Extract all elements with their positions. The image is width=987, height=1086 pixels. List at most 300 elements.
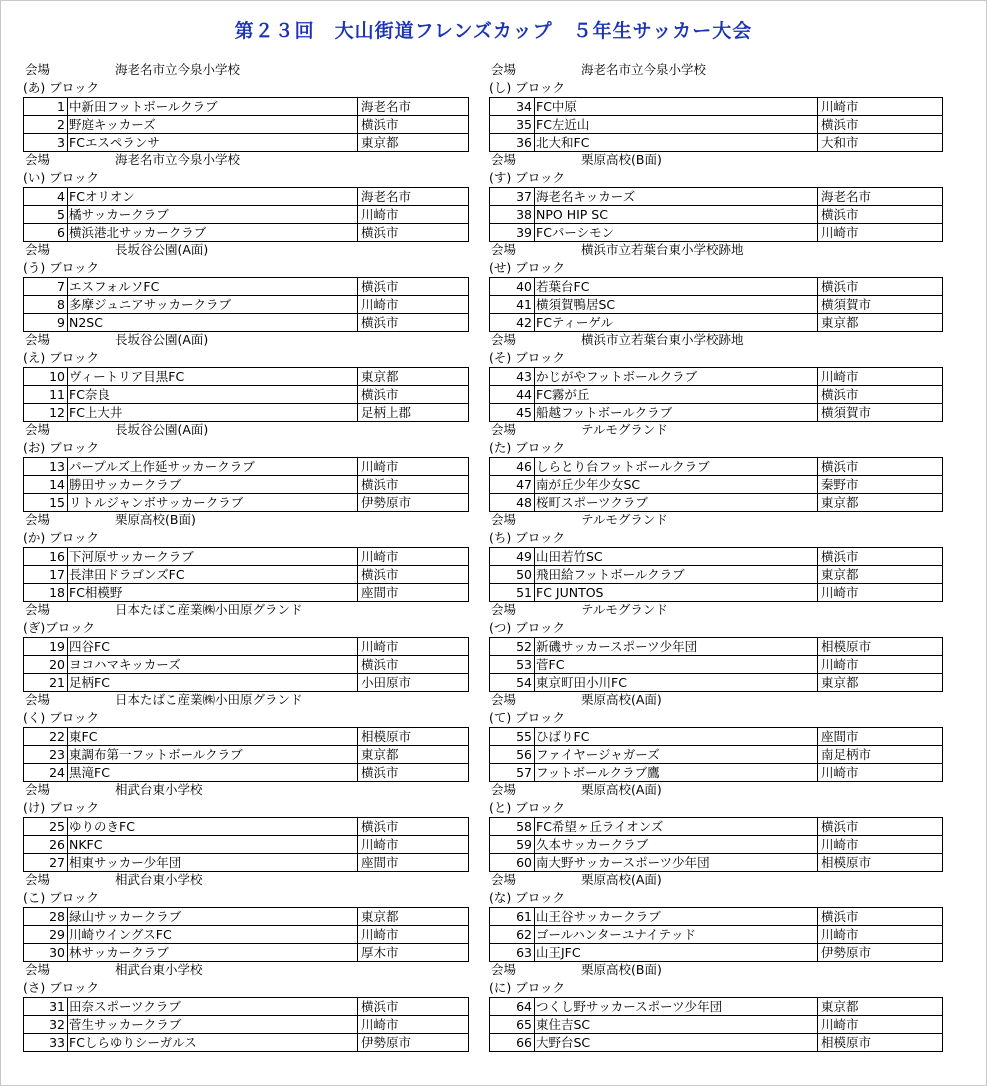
team-city: 川崎市 [818, 224, 943, 242]
team-number: 52 [490, 638, 535, 656]
table-row [24, 476, 469, 494]
block-label: (え) ブロック [23, 350, 99, 365]
venue-line [489, 961, 943, 979]
venue-name: テルモグランド [581, 422, 668, 437]
team-table [489, 187, 943, 242]
team-number: 63 [490, 944, 535, 962]
venue-name: 日本たばこ産業㈱小田原グランド [115, 602, 303, 617]
team-city: 横浜市 [358, 476, 469, 494]
block-label: (と) ブロック [489, 800, 565, 815]
block-group [489, 781, 943, 871]
team-number: 21 [24, 674, 68, 692]
venue-name: 栗原高校(B面) [115, 512, 196, 527]
table-row [24, 764, 469, 782]
block-label: (さ) ブロック [23, 980, 99, 995]
team-city: 東京都 [358, 746, 469, 764]
team-city: 小田原市 [358, 674, 469, 692]
venue-line [23, 151, 469, 169]
table-row [24, 206, 469, 224]
venue-label: 会場 [491, 332, 517, 347]
team-name: FCパーシモン [535, 224, 818, 242]
venue-label: 会場 [25, 242, 51, 257]
table-row [24, 314, 469, 332]
team-name: ファイヤージャガーズ [535, 746, 818, 764]
team-city: 川崎市 [358, 1016, 469, 1034]
table-row [490, 476, 943, 494]
team-number: 12 [24, 404, 68, 422]
table-row [24, 1016, 469, 1034]
venue-label: 会場 [25, 332, 51, 347]
team-name: 東FC [68, 728, 358, 746]
block-group [23, 421, 469, 511]
team-number: 14 [24, 476, 68, 494]
team-number: 62 [490, 926, 535, 944]
block-label: (つ) ブロック [489, 620, 565, 635]
team-name: FCエスペランサ [68, 134, 358, 152]
team-number: 39 [490, 224, 535, 242]
table-row [24, 584, 469, 602]
team-name: 船越フットボールクラブ [535, 404, 818, 422]
team-name: 山王谷サッカークラブ [535, 908, 818, 926]
team-name: 野庭キッカーズ [68, 116, 358, 134]
team-table [489, 907, 943, 962]
venue-line [489, 781, 943, 799]
table-row [490, 548, 943, 566]
team-number: 6 [24, 224, 68, 242]
team-city: 横浜市 [818, 386, 943, 404]
table-row [490, 728, 943, 746]
block-group [23, 511, 469, 601]
team-city: 横浜市 [818, 908, 943, 926]
venue-name: 栗原高校(B面) [581, 152, 662, 167]
team-name: 山田若竹SC [535, 548, 818, 566]
team-table [489, 457, 943, 512]
team-name: 久本サッカークラブ [535, 836, 818, 854]
venue-name: 横浜市立若葉台東小学校跡地 [581, 242, 744, 257]
block-label: (て) ブロック [489, 710, 565, 725]
block-label: (こ) ブロック [23, 890, 99, 905]
team-city: 相模原市 [358, 728, 469, 746]
team-number: 7 [24, 278, 68, 296]
block-label: (せ) ブロック [489, 260, 565, 275]
table-row [24, 368, 469, 386]
left-column [23, 61, 469, 1051]
team-number: 46 [490, 458, 535, 476]
team-name: 下河原サッカークラブ [68, 548, 358, 566]
team-number: 36 [490, 134, 535, 152]
team-name: ゆりのきFC [68, 818, 358, 836]
team-city: 川崎市 [358, 926, 469, 944]
venue-line [489, 421, 943, 439]
table-row [24, 656, 469, 674]
team-name: 足柄FC [68, 674, 358, 692]
team-number: 22 [24, 728, 68, 746]
table-row [490, 584, 943, 602]
team-city: 川崎市 [818, 656, 943, 674]
team-city: 東京都 [358, 368, 469, 386]
block-group [489, 961, 943, 1051]
team-number: 10 [24, 368, 68, 386]
venue-line [23, 781, 469, 799]
table-row [24, 728, 469, 746]
table-row [24, 746, 469, 764]
team-name: 横須賀鴨居SC [535, 296, 818, 314]
team-name: 多摩ジュニアサッカークラブ [68, 296, 358, 314]
venue-name: 栗原高校(A面) [581, 782, 662, 797]
team-name: 緑山サッカークラブ [68, 908, 358, 926]
table-row [490, 818, 943, 836]
team-city: 川崎市 [818, 764, 943, 782]
table-row [490, 638, 943, 656]
venue-name: 栗原高校(A面) [581, 692, 662, 707]
block-group [489, 241, 943, 331]
team-number: 66 [490, 1034, 535, 1052]
team-city: 座間市 [818, 728, 943, 746]
team-city: 横須賀市 [818, 296, 943, 314]
table-row [24, 566, 469, 584]
team-number: 29 [24, 926, 68, 944]
table-row [490, 998, 943, 1016]
venue-name: 栗原高校(B面) [581, 962, 662, 977]
team-city: 川崎市 [818, 836, 943, 854]
team-name: 北大和FC [535, 134, 818, 152]
table-row [24, 1034, 469, 1052]
venue-line [489, 151, 943, 169]
team-name: 桜町スポーツクラブ [535, 494, 818, 512]
team-city: 横浜市 [358, 656, 469, 674]
table-row [490, 206, 943, 224]
team-city: 川崎市 [358, 206, 469, 224]
table-row [24, 998, 469, 1016]
block-group [23, 331, 469, 421]
table-row [490, 134, 943, 152]
table-row [24, 836, 469, 854]
team-number: 64 [490, 998, 535, 1016]
venue-line [23, 61, 469, 79]
venue-name: 長坂谷公園(A面) [115, 242, 209, 257]
team-number: 47 [490, 476, 535, 494]
venue-name: 長坂谷公園(A面) [115, 422, 209, 437]
team-name: 中新田フットボールクラブ [68, 98, 358, 116]
team-number: 25 [24, 818, 68, 836]
team-city: 横浜市 [818, 548, 943, 566]
team-city: 横浜市 [358, 998, 469, 1016]
team-table [23, 187, 469, 242]
team-city: 東京都 [818, 314, 943, 332]
team-city: 相模原市 [818, 854, 943, 872]
team-name: FCティーゲル [535, 314, 818, 332]
team-number: 24 [24, 764, 68, 782]
venue-line [489, 331, 943, 349]
team-number: 35 [490, 116, 535, 134]
block-group [489, 151, 943, 241]
team-name: ひばりFC [535, 728, 818, 746]
block-label: (か) ブロック [23, 530, 99, 545]
block-group [23, 961, 469, 1051]
table-row [490, 458, 943, 476]
team-city: 東京都 [818, 566, 943, 584]
block-group [23, 601, 469, 691]
table-row [24, 188, 469, 206]
block-label: (ぎ)ブロック [23, 620, 96, 635]
table-row [490, 764, 943, 782]
venue-line [489, 241, 943, 259]
table-row [24, 98, 469, 116]
block-group [489, 601, 943, 691]
block-label: (に) ブロック [489, 980, 565, 995]
venue-name: 日本たばこ産業㈱小田原グランド [115, 692, 303, 707]
table-row [490, 224, 943, 242]
team-name: かじがやフットボールクラブ [535, 368, 818, 386]
team-city: 東京都 [818, 998, 943, 1016]
team-city: 横浜市 [358, 764, 469, 782]
venue-name: 長坂谷公園(A面) [115, 332, 209, 347]
team-name: 新磯サッカースポーツ少年団 [535, 638, 818, 656]
team-name: 南が丘少年少女SC [535, 476, 818, 494]
venue-label: 会場 [25, 152, 51, 167]
team-number: 55 [490, 728, 535, 746]
table-row [24, 458, 469, 476]
team-city: 川崎市 [358, 296, 469, 314]
venue-name: テルモグランド [581, 512, 668, 527]
table-row [24, 638, 469, 656]
venue-line [23, 601, 469, 619]
table-row [490, 296, 943, 314]
block-label: (ち) ブロック [489, 530, 565, 545]
venue-label: 会場 [491, 692, 517, 707]
team-number: 2 [24, 116, 68, 134]
team-city: 川崎市 [818, 584, 943, 602]
team-number: 19 [24, 638, 68, 656]
team-number: 43 [490, 368, 535, 386]
team-name: 横浜港北サッカークラブ [68, 224, 358, 242]
team-table [489, 547, 943, 602]
team-city: 横浜市 [818, 458, 943, 476]
table-row [490, 278, 943, 296]
team-city: 座間市 [358, 854, 469, 872]
team-number: 48 [490, 494, 535, 512]
team-city: 横浜市 [818, 116, 943, 134]
team-table [23, 637, 469, 692]
team-name: ヴィートリア目黒FC [68, 368, 358, 386]
team-city: 川崎市 [358, 638, 469, 656]
table-row [24, 926, 469, 944]
team-name: ヨコハマキッカーズ [68, 656, 358, 674]
team-city: 厚木市 [358, 944, 469, 962]
team-city: 横浜市 [358, 818, 469, 836]
team-name: 橘サッカークラブ [68, 206, 358, 224]
venue-label: 会場 [25, 782, 51, 797]
team-number: 16 [24, 548, 68, 566]
team-city: 大和市 [818, 134, 943, 152]
team-table [489, 277, 943, 332]
venue-label: 会場 [25, 602, 51, 617]
venue-line [489, 871, 943, 889]
team-city: 川崎市 [818, 368, 943, 386]
team-table [23, 277, 469, 332]
team-number: 61 [490, 908, 535, 926]
team-name: FC希望ヶ丘ライオンズ [535, 818, 818, 836]
team-city: 横浜市 [358, 224, 469, 242]
venue-line [489, 601, 943, 619]
table-row [24, 944, 469, 962]
team-table [23, 97, 469, 152]
venue-line [23, 511, 469, 529]
team-number: 58 [490, 818, 535, 836]
team-name: FC左近山 [535, 116, 818, 134]
team-name: 菅生サッカークラブ [68, 1016, 358, 1034]
block-label: (た) ブロック [489, 440, 565, 455]
team-name: エスフォルソFC [68, 278, 358, 296]
team-name: FC奈良 [68, 386, 358, 404]
team-number: 57 [490, 764, 535, 782]
team-number: 13 [24, 458, 68, 476]
team-number: 40 [490, 278, 535, 296]
team-name: N2SC [68, 314, 358, 332]
team-table [489, 727, 943, 782]
team-number: 59 [490, 836, 535, 854]
venue-label: 会場 [25, 422, 51, 437]
team-number: 31 [24, 998, 68, 1016]
team-city: 川崎市 [818, 926, 943, 944]
team-city: 海老名市 [818, 188, 943, 206]
team-table [23, 817, 469, 872]
venue-label: 会場 [25, 62, 51, 77]
table-row [24, 296, 469, 314]
block-label: (そ) ブロック [489, 350, 565, 365]
team-city: 南足柄市 [818, 746, 943, 764]
team-name: リトルジャンボサッカークラブ [68, 494, 358, 512]
block-label: (し) ブロック [489, 80, 565, 95]
team-number: 34 [490, 98, 535, 116]
block-group [23, 151, 469, 241]
team-number: 54 [490, 674, 535, 692]
team-name: ゴールハンターユナイテッド [535, 926, 818, 944]
team-city: 川崎市 [358, 458, 469, 476]
team-name: FC中原 [535, 98, 818, 116]
venue-name: 相武台東小学校 [115, 962, 203, 977]
page-title: 第２３回 大山街道フレンズカップ ５年生サッカー大会 [234, 20, 753, 42]
table-row [490, 494, 943, 512]
table-row [490, 854, 943, 872]
team-city: 伊勢原市 [358, 494, 469, 512]
table-row [24, 404, 469, 422]
team-table [489, 367, 943, 422]
venue-line [23, 331, 469, 349]
team-name: 飛田給フットボールクラブ [535, 566, 818, 584]
team-number: 18 [24, 584, 68, 602]
team-city: 東京都 [358, 908, 469, 926]
team-city: 横浜市 [358, 566, 469, 584]
venue-name: 栗原高校(A面) [581, 872, 662, 887]
team-city: 伊勢原市 [358, 1034, 469, 1052]
team-name: 相東サッカー少年団 [68, 854, 358, 872]
team-name: 川崎ウイングスFC [68, 926, 358, 944]
team-city: 川崎市 [818, 98, 943, 116]
block-group [23, 241, 469, 331]
team-city: 座間市 [358, 584, 469, 602]
team-name: FC霧が丘 [535, 386, 818, 404]
team-name: 若葉台FC [535, 278, 818, 296]
table-row [24, 224, 469, 242]
block-group [489, 331, 943, 421]
table-row [490, 656, 943, 674]
table-row [490, 836, 943, 854]
venue-line [489, 511, 943, 529]
team-number: 28 [24, 908, 68, 926]
team-city: 伊勢原市 [818, 944, 943, 962]
team-name: 東調布第一フットボールクラブ [68, 746, 358, 764]
team-number: 23 [24, 746, 68, 764]
block-label: (な) ブロック [489, 890, 565, 905]
team-table [23, 367, 469, 422]
venue-label: 会場 [491, 512, 517, 527]
venue-name: 相武台東小学校 [115, 872, 203, 887]
block-group [489, 421, 943, 511]
team-name: 大野台SC [535, 1034, 818, 1052]
team-name: FC相模野 [68, 584, 358, 602]
team-number: 50 [490, 566, 535, 584]
venue-name: 相武台東小学校 [115, 782, 203, 797]
table-row [490, 116, 943, 134]
team-name: しらとり台フットボールクラブ [535, 458, 818, 476]
table-row [490, 1034, 943, 1052]
team-city: 川崎市 [818, 1016, 943, 1034]
venue-label: 会場 [491, 872, 517, 887]
table-row [490, 944, 943, 962]
right-column [489, 61, 943, 1051]
team-city: 川崎市 [358, 836, 469, 854]
team-city: 東京都 [818, 674, 943, 692]
table-row [490, 566, 943, 584]
team-city: 川崎市 [358, 548, 469, 566]
table-row [490, 368, 943, 386]
venue-label: 会場 [491, 782, 517, 797]
team-number: 3 [24, 134, 68, 152]
venue-label: 会場 [491, 422, 517, 437]
team-number: 45 [490, 404, 535, 422]
team-name: FCしらゆりシーガルス [68, 1034, 358, 1052]
team-table [23, 727, 469, 782]
team-city: 横浜市 [818, 278, 943, 296]
team-table [489, 97, 943, 152]
block-label: (く) ブロック [23, 710, 99, 725]
venue-label: 会場 [491, 62, 517, 77]
team-number: 1 [24, 98, 68, 116]
table-row [490, 674, 943, 692]
block-group [489, 511, 943, 601]
venue-line [489, 61, 943, 79]
team-number: 20 [24, 656, 68, 674]
team-city: 横浜市 [358, 386, 469, 404]
table-row [24, 818, 469, 836]
table-row [24, 908, 469, 926]
team-number: 41 [490, 296, 535, 314]
table-row [24, 854, 469, 872]
block-label: (い) ブロック [23, 170, 99, 185]
venue-line [23, 871, 469, 889]
venue-line [23, 691, 469, 709]
team-city: 海老名市 [358, 188, 469, 206]
venue-label: 会場 [25, 512, 51, 527]
table-row [24, 116, 469, 134]
team-name: 田奈スポーツクラブ [68, 998, 358, 1016]
table-row [490, 188, 943, 206]
table-row [24, 386, 469, 404]
table-row [24, 134, 469, 152]
team-number: 9 [24, 314, 68, 332]
team-name: つくし野サッカースポーツ少年団 [535, 998, 818, 1016]
